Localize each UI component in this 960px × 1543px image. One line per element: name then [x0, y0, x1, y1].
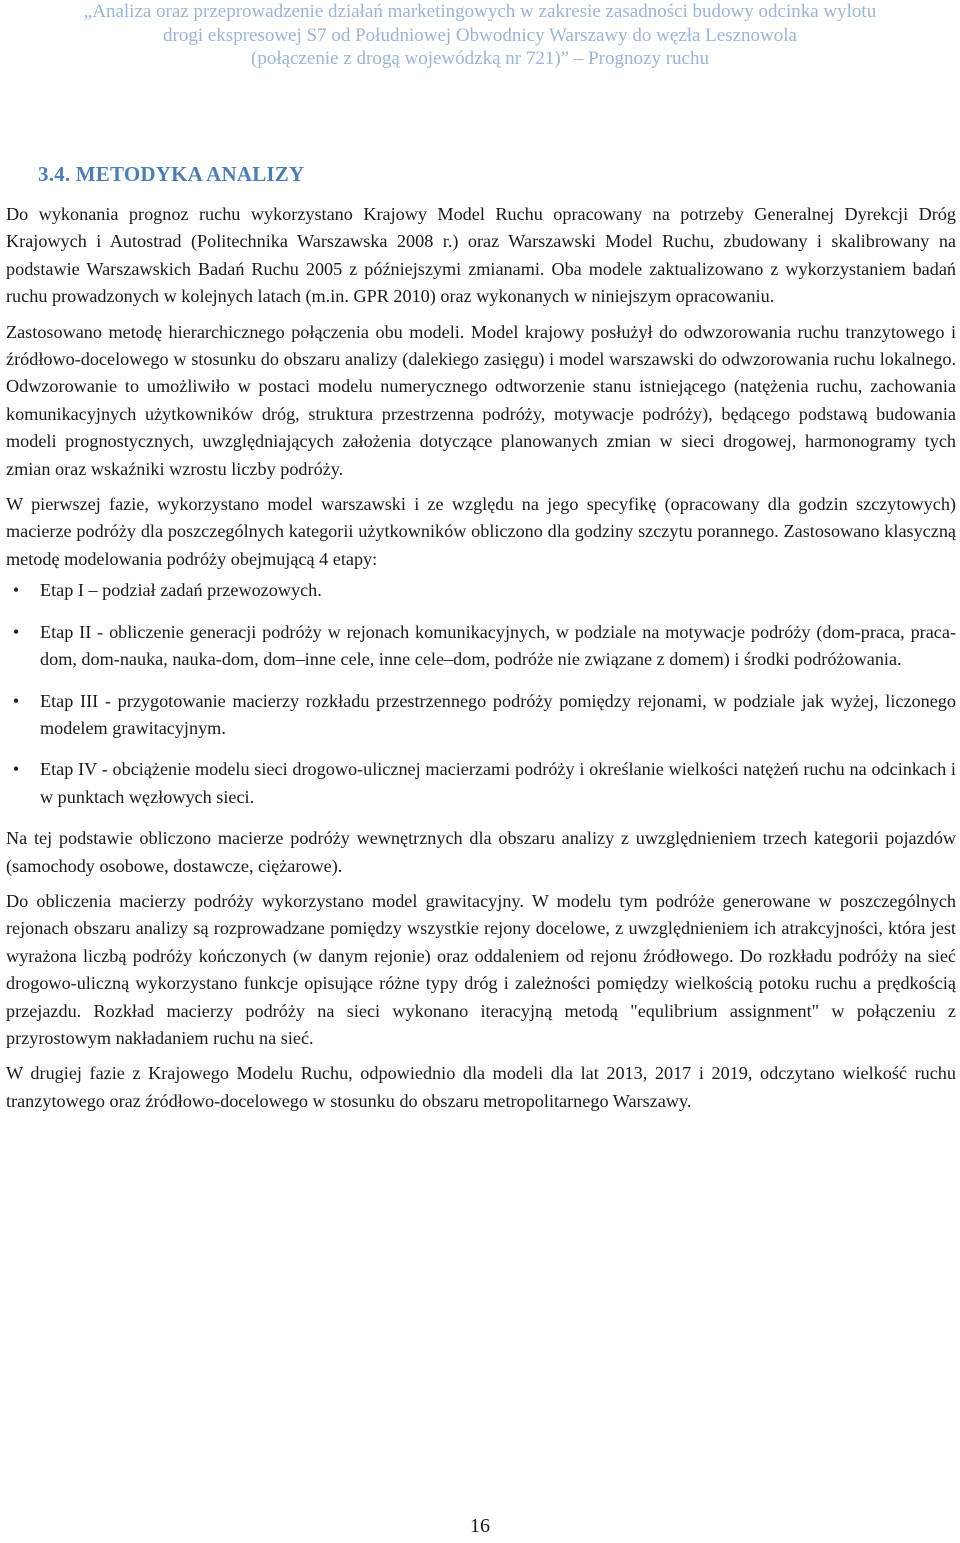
- paragraph-hierarchy: Zastosowano metodę hierarchicznego połączenia obu modeli. Model krajowy posłużył do odwzorowania ruchu tranzytowego i źródłowo-docelowego w stosunku do obszaru analizy (dalekiego zasięgu) i model warszawski do odwzorowania ruchu lokalnego. Odwzorowanie to umożliwiło w postaci modelu numerycznego odtworzenie stanu istniejącego (natężenia ruchu, zachowania komunikacyjnych użytkowników dróg, struktura przestrzenna podróży, motywacje podróży), będącego podstawą budowania modeli prognostycznych, uwzględniających założenia dotyczące planowanych zmian w sieci drogowej, harmonogramy tych zmian oraz wskaźniki wzrostu liczby podróży.: [6, 321, 956, 479]
- page-number: 16: [470, 1515, 490, 1537]
- list-item: [6, 577, 956, 604]
- list-item: [6, 688, 956, 743]
- page-header: [0, 0, 960, 71]
- paragraph-intro: Do wykonania prognoz ruchu wykorzystano Krajowy Model Ruchu opracowany na potrzeby Generalnej Dyrekcji Dróg Krajowych i Autostrad (Politechnika Warszawska 2008 r.) oraz Warszawski Model Ruchu, zbudowany i skalibrowany na podstawie Warszawskich Badań Ruchu 2005 z późniejszymi zmianami. Oba modele zaktualizowano z wykorzystaniem badań ruchu prowadzonych w kolejnych latach (m.in. GPR 2010) oraz wykonanych w niniejszym opracowaniu.: [6, 204, 956, 307]
- header-line-2: drogi ekspresowej S7 od Południowej Obwodnicy Warszawy do węzła Lesznowola: [163, 24, 797, 46]
- list-item: [6, 619, 956, 674]
- paragraph-gravity-model: Do obliczenia macierzy podróży wykorzystano model grawitacyjny. W modelu tym podróże generowane w poszczególnych rejonach obszaru analizy są rozprowadzane pomiędzy wszystkie rejony docelowe, z uwzględnieniem ich atrakcyjności, która jest wyrażona liczbą podróży kończonych (w danym rejonie) oraz oddaleniem od rejonu źródłowego. Do rozkładu podróży na sieć drogowo-uliczną wykorzystano funkcje opisujące różne typy dróg i zależności pomiędzy wielkością potoku ruchu a prędkością przejazdu. Rozkład macierzy podróży na sieci wykonano iteracyjną metodą "equlibrium assignment" w połączeniu z przyrostowym nakładaniem ruchu na sieć.: [6, 890, 956, 1048]
- bullet-icon: •: [12, 621, 20, 642]
- section-title: METODYKA ANALIZY: [75, 162, 305, 186]
- document-body: [6, 201, 956, 1123]
- paragraph-internal-matrices: Na tej podstawie obliczono macierze podróży wewnętrznych dla obszaru analizy z uwzględnieniem trzech kategorii pojazdów (samochody osobowe, dostawcze, ciężarowe).: [6, 828, 956, 876]
- header-line-1: „Analiza oraz przeprowadzenie działań marketingowych w zakresie zasadności budowy odcinka wylotu: [83, 1, 877, 22]
- stages-list: [6, 577, 956, 811]
- list-item-text: Etap I – podział zadań przewozowych.: [40, 580, 322, 601]
- paragraph-first-phase: W pierwszej fazie, wykorzystano model warszawski i ze względu na jego specyfikę (opracowany dla godzin szczytowych) macierze podróży dla poszczególnych kategorii użytkowników obliczono dla godziny szczytu porannego. Zastosowano klasyczną metodę modelowania podróży obejmującą 4 etapy:: [6, 494, 956, 569]
- header-line-3: (połączenie z drogą wojewódzką nr 721)” – Prognozy ruchu: [251, 48, 709, 69]
- section-heading: [38, 162, 304, 187]
- bullet-icon: •: [12, 580, 20, 601]
- list-item-text: Etap II - obliczenie generacji podróży w rejonach komunikacyjnych, w podziale na motywacje podróży (dom-praca, praca-dom, dom-nauka, nauka-dom, dom–inne cele, inne cele–dom, podróże nie związane z domem) i środki podróżowania.: [40, 621, 956, 670]
- bullet-icon: •: [12, 759, 20, 780]
- list-item-text: Etap IV - obciążenie modelu sieci drogowo-ulicznej macierzami podróży i określanie wielkości natężeń ruchu na odcinkach i w punktach węzłowych sieci.: [40, 759, 956, 807]
- paragraph-second-phase: W drugiej fazie z Krajowego Modelu Ruchu, odpowiednio dla modeli dla lat 2013, 2017 i 2019, odczytano wielkość ruchu tranzytowego oraz źródłowo-docelowego w stosunku do obszaru metropolitarnego Warszawy.: [6, 1063, 956, 1111]
- list-item: [6, 756, 956, 811]
- list-item-text: Etap III - przygotowanie macierzy rozkładu przestrzennego podróży pomiędzy rejonami, w podziale jak wyżej, liczonego modelem grawitacyjnym.: [40, 690, 956, 738]
- bullet-icon: •: [12, 690, 20, 711]
- section-number: 3.4.: [38, 162, 71, 186]
